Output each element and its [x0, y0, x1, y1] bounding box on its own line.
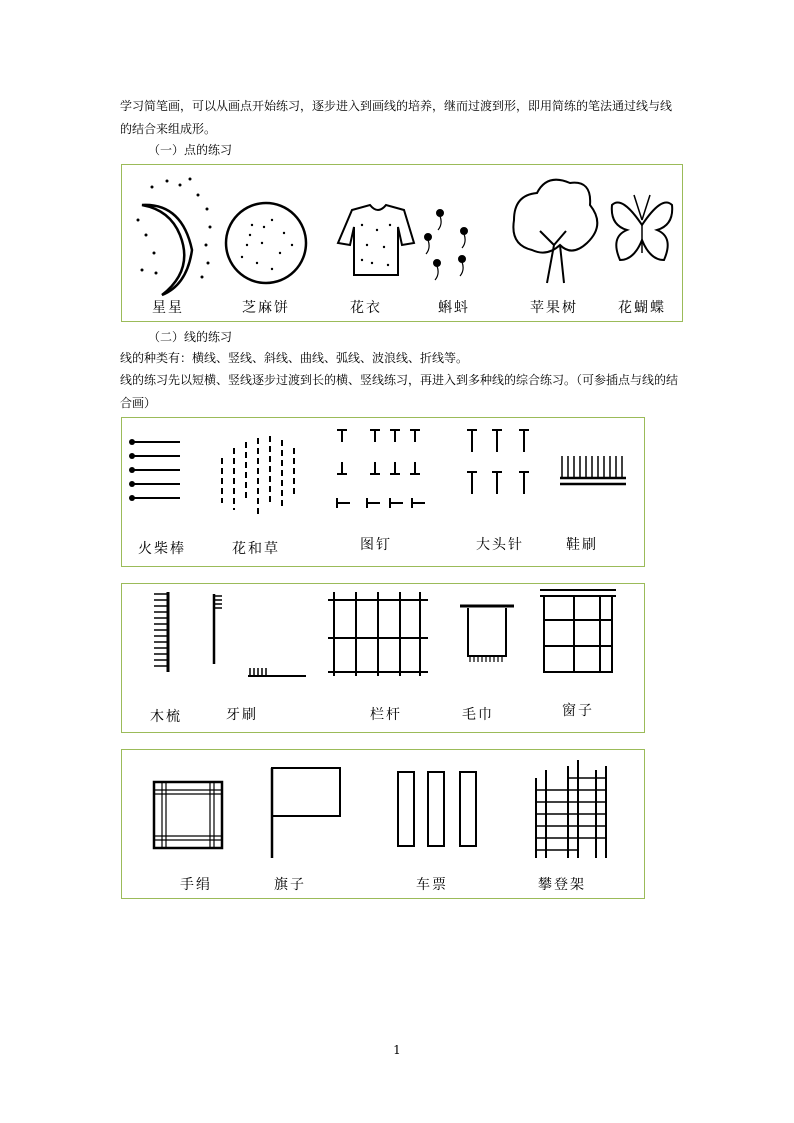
label-flowers-grass: 花和草 — [232, 541, 280, 557]
label-comb: 木梳 — [150, 709, 182, 725]
label-thumbtack: 图钉 — [360, 537, 392, 553]
label-toothbrush: 牙刷 — [226, 707, 258, 723]
page-number: 1 — [393, 1043, 401, 1057]
label-stars: 星星 — [152, 300, 184, 316]
label-flag: 旗子 — [274, 877, 306, 893]
label-sesame-cake: 芝麻饼 — [242, 300, 290, 316]
line-kinds: 线的种类有：横线、竖线、斜线、曲线、弧线、波浪线、折线等。 — [120, 351, 469, 365]
label-matchsticks: 火柴棒 — [138, 541, 186, 557]
label-apple-tree: 苹果树 — [530, 300, 578, 316]
label-railing: 栏杆 — [370, 707, 402, 723]
section1-heading: （一）点的练习 — [148, 143, 233, 157]
dot-practice-panel — [121, 164, 683, 322]
section2-heading: （二）线的练习 — [148, 330, 233, 344]
label-butterfly: 花蝴蝶 — [618, 300, 666, 316]
label-tadpole: 蝌蚪 — [438, 300, 470, 316]
label-handkerchief: 手绢 — [180, 877, 212, 893]
label-ticket: 车票 — [416, 877, 448, 893]
line-practice-panel-2 — [121, 583, 645, 733]
line-practice-panel-3 — [121, 749, 645, 899]
line-method: 线的练习先以短横、竖线逐步过渡到长的横、竖线练习，再进入到多种线的综合练习。（可参插点与线的结合画） — [120, 373, 679, 410]
label-towel: 毛巾 — [462, 707, 494, 723]
dot-practice-drawings — [122, 165, 682, 321]
line-practice-panel-1 — [121, 417, 645, 567]
label-pin: 大头针 — [476, 537, 524, 553]
label-window: 窗子 — [562, 703, 594, 719]
label-shoe-brush: 鞋刷 — [566, 537, 598, 553]
intro-paragraph: 学习简笔画，可以从画点开始练习，逐步进入到画线的培养，继而过渡到形，即用简练的笔法通过线与线的结合来组成形。 — [120, 99, 673, 136]
label-climbing-frame: 攀登架 — [538, 877, 586, 893]
label-flower-shirt: 花衣 — [350, 300, 382, 316]
